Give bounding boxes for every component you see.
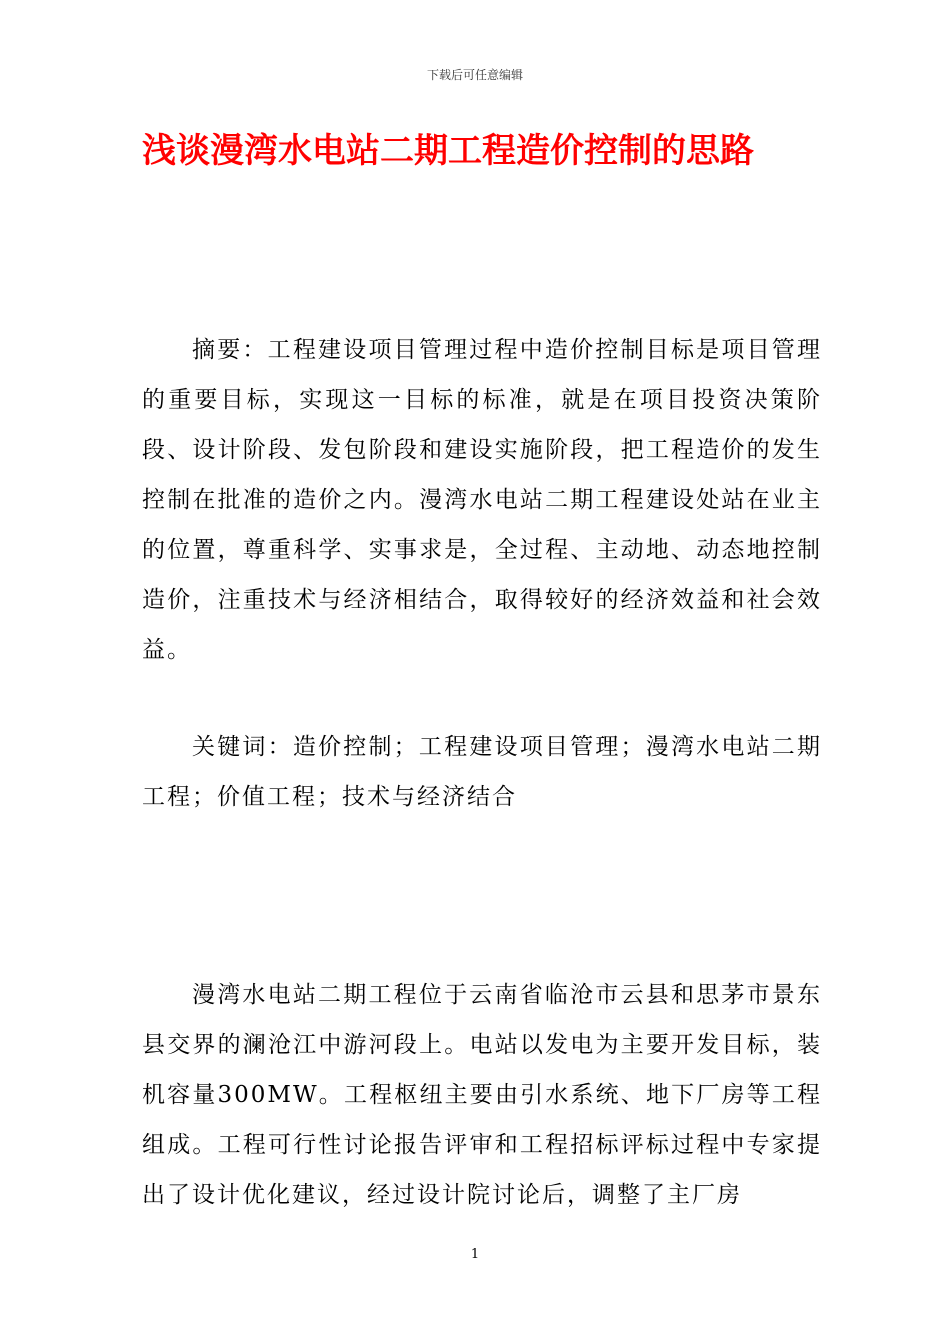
page-number: 1 [470, 1247, 480, 1262]
keywords-paragraph: 关键词：造价控制；工程建设项目管理；漫湾水电站二期工程；价值工程；技术与经济结合 [142, 734, 822, 810]
page-header-note: 下载后可任意编辑 [426, 68, 523, 82]
document-title: 浅谈漫湾水电站二期工程造价控制的思路 [142, 131, 754, 171]
body-paragraph: 漫湾水电站二期工程位于云南省临沧市云县和思茅市景东县交界的澜沧江中游河段上。电站以发电为主要开发目标，装机容量300MW。工程枢纽主要由引水系统、地下厂房等工程组成。工程可行性讨论报告评审和工程招标评标过程中专家提出了设计优化建议，经过设计院讨论后，调整了主厂房 [142, 982, 822, 1208]
abstract-paragraph: 摘要：工程建设项目管理过程中造价控制目标是项目管理的重要目标，实现这一目标的标准，就是在项目投资决策阶段、设计阶段、发包阶段和建设实施阶段，把工程造价的发生控制在批准的造价之内。漫湾水电站二期工程建设处站在业主的位置，尊重科学、实事求是，全过程、主动地、动态地控制造价，注重技术与经济相结合，取得较好的经济效益和社会效益。 [142, 337, 822, 663]
